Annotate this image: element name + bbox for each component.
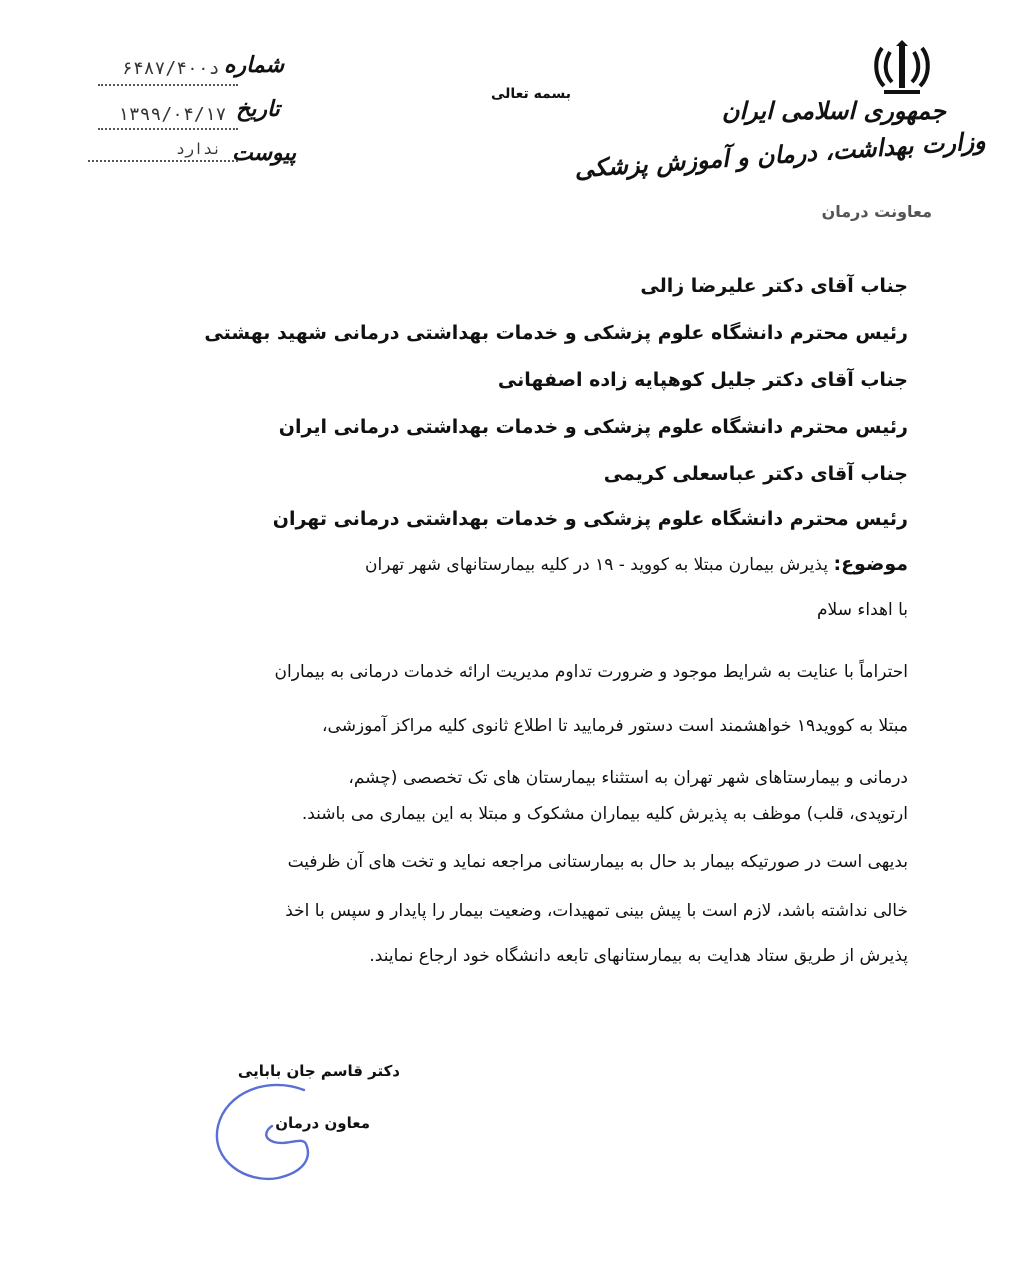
body-line: احتراماً با عنایت به شرایط موجود و ضرورت تداوم مدیریت ارائه خدمات درمانی به بیماران <box>274 662 908 682</box>
date-line <box>98 128 238 130</box>
addressee-line: رئیس محترم دانشگاه علوم پزشکی و خدمات بهداشتی درمانی تهران <box>272 508 908 530</box>
republic-name: جمهوری اسلامی ایران <box>721 96 946 125</box>
date-value: ۱۳۹۹/۰۴/۱۷ <box>118 104 227 125</box>
signatory-name: دکتر قاسم جان بابایی <box>237 1062 400 1080</box>
body-line: ارتوپدی، قلب) موظف به پذیرش کلیه بیماران مشکوک و مبتلا به این بیماری می باشند. <box>301 804 908 824</box>
department-name: معاونت درمان <box>821 202 932 221</box>
signatory-title: معاون درمان <box>275 1114 370 1132</box>
addressee-line: رئیس محترم دانشگاه علوم پزشکی و خدمات بهداشتی درمانی ایران <box>278 416 908 438</box>
date-label: تاریخ <box>236 96 280 122</box>
body-line: بدیهی است در صورتیکه بیمار بد حال به بیمارستانی مراجعه نماید و تخت های آن ظرفیت <box>287 852 908 872</box>
iran-emblem-icon <box>870 40 934 96</box>
attachment-line <box>88 160 238 162</box>
ministry-name: وزارت بهداشت، درمان و آموزش پزشکی <box>573 125 987 184</box>
attachment-value: ندارد <box>176 140 222 158</box>
addressee-line: جناب آقای دکتر عباسعلی کریمی <box>603 463 908 485</box>
subject-line <box>365 553 908 575</box>
greeting: با اهداء سلام <box>817 600 908 620</box>
body-line: خالی نداشته باشد، لازم است با پیش بینی تمهیدات، وضعیت بیمار را پایدار و سپس با اخذ <box>285 901 908 921</box>
number-value: ۶۴۸۷/۴۰۰د <box>122 58 220 79</box>
subject-label: موضوع: <box>833 553 908 575</box>
number-label: شماره <box>224 52 285 78</box>
basmala: بسمه تعالی <box>490 86 572 102</box>
subject-text: پذیرش بیمارن مبتلا به کووید - ۱۹ در کلیه بیمارستانهای شهر تهران <box>364 555 829 575</box>
addressee-line: رئیس محترم دانشگاه علوم پزشکی و خدمات بهداشتی درمانی شهید بهشتی <box>204 322 908 344</box>
addressee-line: جناب آقای دکتر جلیل کوهپایه زاده اصفهانی <box>497 369 908 391</box>
body-line: درمانی و بیمارستاهای شهر تهران به استثناء بیمارستان های تک تخصصی (چشم، <box>348 768 908 788</box>
number-line <box>98 84 238 86</box>
handwritten-signature-icon <box>208 1080 328 1190</box>
attachment-label: پیوست <box>232 140 297 166</box>
addressee-line: جناب آقای دکتر علیرضا زالی <box>640 275 908 297</box>
body-line: پذیرش از طریق ستاد هدایت به بیمارستانهای تابعه دانشگاه خود ارجاع نمایند. <box>369 946 908 966</box>
body-line: مبتلا به کووید۱۹ خواهشمند است دستور فرمایید تا اطلاع ثانوی کلیه مراکز آموزشی، <box>322 716 908 736</box>
